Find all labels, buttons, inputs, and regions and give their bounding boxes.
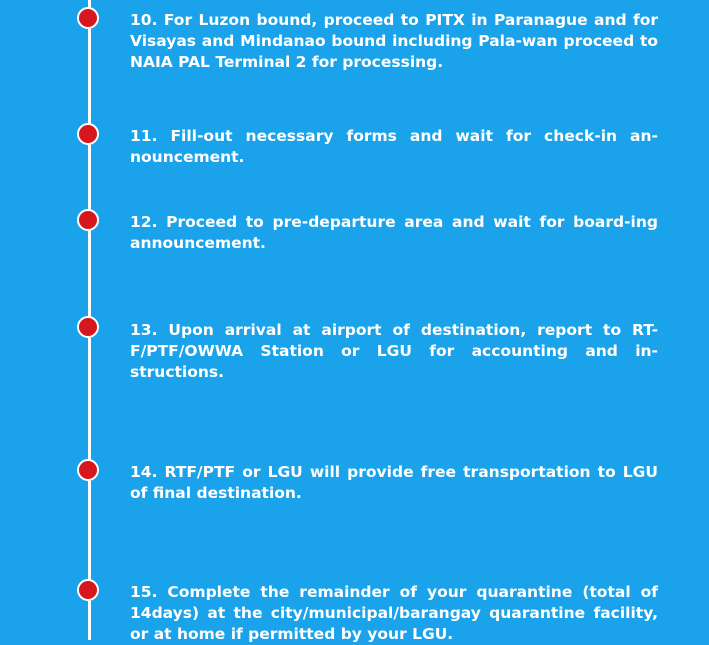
red-bullet-icon (77, 579, 99, 601)
red-bullet-icon (77, 209, 99, 231)
step-text: 13. Upon arrival at airport of destination, report to RT-F/PTF/OWWA Station or LGU for accounting and in-structions. (130, 321, 658, 381)
red-bullet-icon (77, 459, 99, 481)
step-text: 14. RTF/PTF or LGU will provide free transportation to LGU of final destination. (130, 463, 658, 502)
step-text: 11. Fill-out necessary forms and wait for check-in an-nouncement. (130, 127, 658, 166)
step-text: 15. Complete the remainder of your quarantine (total of 14days) at the city/municipal/barangay quarantine facility, or at home if permitted by your LGU. (130, 583, 658, 643)
red-bullet-icon (77, 7, 99, 29)
step-text: 10. For Luzon bound, proceed to PITX in Paranague and for Visayas and Mindanao bound including Pala-wan proceed to NAIA PAL Terminal 2 for processing. (130, 11, 658, 71)
red-bullet-icon (77, 316, 99, 338)
red-bullet-icon (77, 123, 99, 145)
step-text: 12. Proceed to pre-departure area and wait for board-ing announcement. (130, 213, 658, 252)
